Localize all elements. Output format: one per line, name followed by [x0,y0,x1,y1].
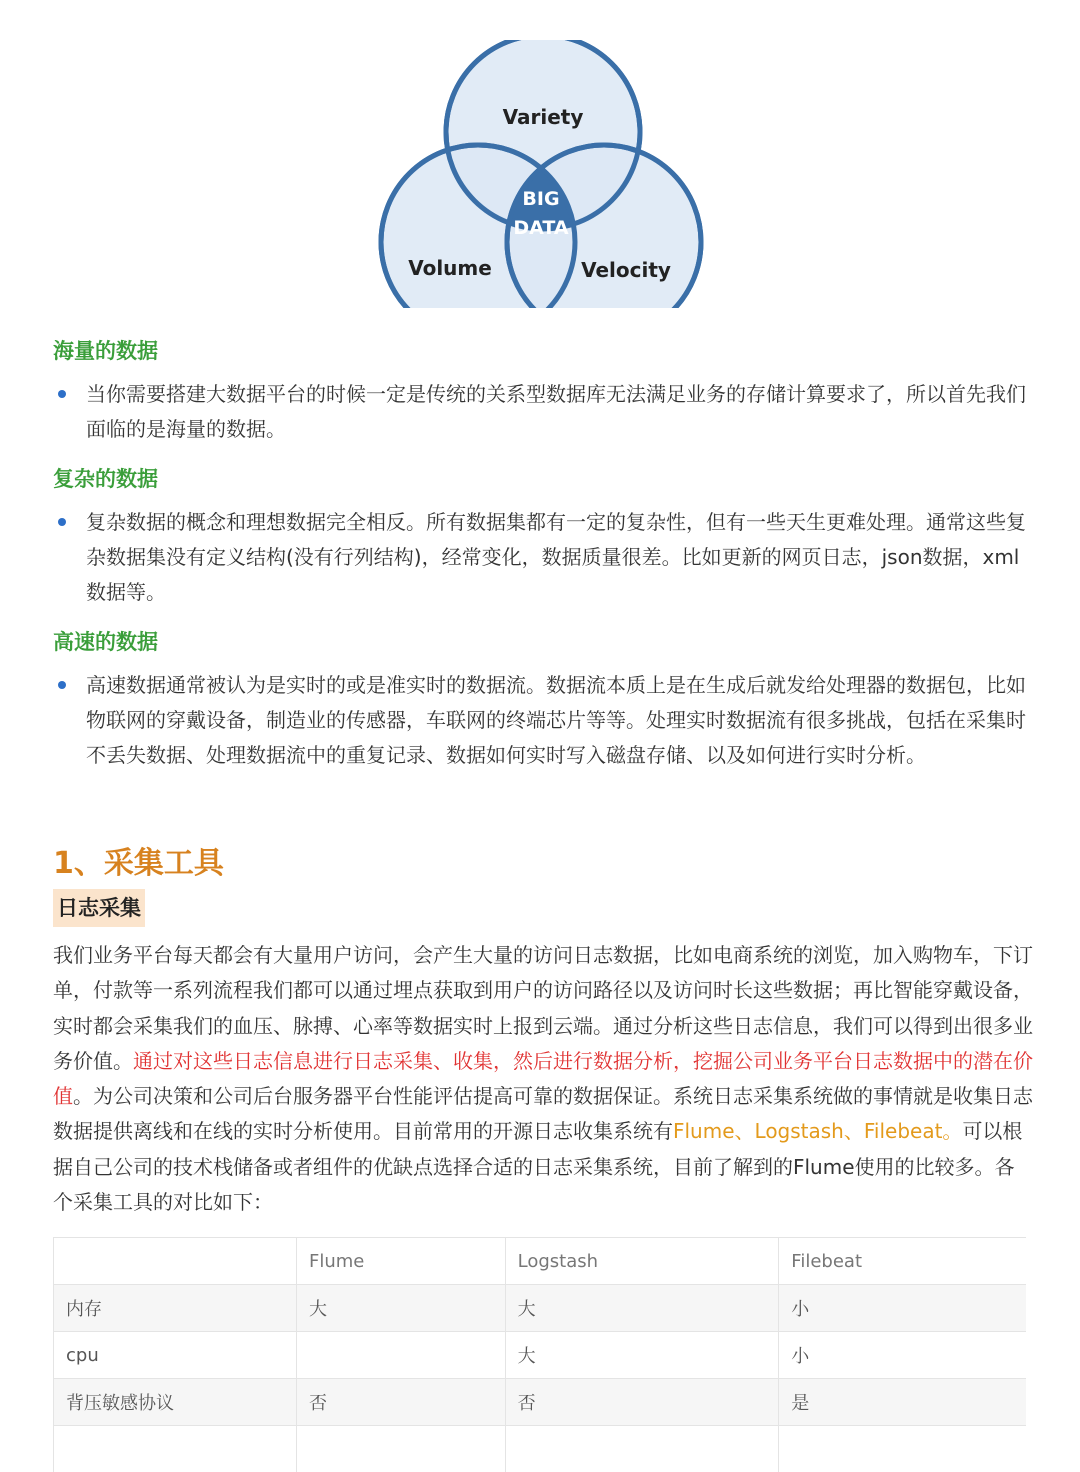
big-data-venn-diagram [370,40,710,308]
table-cell: 小 [779,1332,1026,1379]
table-row [54,1332,1027,1379]
velocity-label: Velocity [581,258,671,282]
list-item [53,505,1028,610]
table-header-cell: Flume [297,1238,506,1285]
bullet-dot-icon [58,390,66,398]
list-item [53,668,1028,773]
table-cell [54,1426,297,1472]
volume-label: Volume [408,256,492,280]
list-item [53,377,1028,447]
section-title-collection-tools: 1、采集工具 [53,838,224,882]
table-cell [297,1332,506,1379]
table-header-cell: Filebeat [779,1238,1026,1285]
para-highlight-red: 通过对这些日志信息进行日志采集、收集，然后进行数据分析，挖掘公司业务平台日志数据中的潜在价值 [53,1049,1033,1108]
comparison-table [53,1237,1026,1472]
table-cell [297,1426,506,1472]
bullet-text: 当你需要搭建大数据平台的时候一定是传统的关系型数据库无法满足业务的存储计算要求了，所以首先我们面临的是海量的数据。 [86,382,1026,441]
big-label: BIG [522,188,559,210]
variety-label: Variety [503,105,584,129]
table-cell: 否 [297,1379,506,1426]
table-cell: 背压敏感协议 [54,1379,297,1426]
table-cell [505,1426,779,1472]
log-collection-tag: 日志采集 [53,889,145,927]
table-cell: cpu [54,1332,297,1379]
para-text: 。为公司决策和公司后台服务器平台性能评估提高可靠的数据保证。系统日志采集系统做的事情就是收集日志数据提供离线和在线的实时分析使用。目前常用的开源日志收集系统有 [53,1084,1033,1143]
table-cell: 小 [779,1285,1026,1332]
para-highlight-orange: Flume、Logstash、Filebeat。 [673,1119,962,1143]
heading-velocity-data: 高速的数据 [53,626,158,656]
log-collection-paragraph [53,938,1033,1220]
bullet-dot-icon [58,681,66,689]
heading-complex-data: 复杂的数据 [53,463,158,493]
table-header-cell: Logstash [505,1238,779,1285]
table-row [54,1285,1027,1332]
bullet-text: 复杂数据的概念和理想数据完全相反。所有数据集都有一定的复杂性，但有一些天生更难处理。通常这些复杂数据集没有定义结构(没有行列结构)，经常变化，数据质量很差。比如更新的网页日志，json数据，xml数据等。 [86,510,1026,604]
table-cell: 大 [505,1285,779,1332]
bullet-dot-icon [58,518,66,526]
table-row [54,1379,1027,1426]
table-cell: 大 [297,1285,506,1332]
data-label: DATA [513,217,568,239]
heading-volume-data: 海量的数据 [53,335,158,365]
table-row [54,1426,1027,1472]
table-header-cell [54,1238,297,1285]
table-cell [779,1426,1026,1472]
table-cell: 大 [505,1332,779,1379]
bullet-text: 高速数据通常被认为是实时的或是准实时的数据流。数据流本质上是在生成后就发给处理器的数据包，比如物联网的穿戴设备，制造业的传感器，车联网的终端芯片等等。处理实时数据流有很多挑战，包括在采集时不丢失数据、处理数据流中的重复记录、数据如何实时写入磁盘存储、以及如何进行实时分析。 [86,673,1026,767]
table-cell: 是 [779,1379,1026,1426]
table-cell: 内存 [54,1285,297,1332]
table-cell: 否 [505,1379,779,1426]
para-text: 我们业务平台每天都会有大量用户访问，会产生大量的访问日志数据，比如电商系统的浏览，加入购物车，下订单，付款等一系列流程我们都可以通过埋点获取到用户的访问路径以及访问时长这些数据；再比智能穿戴设备，实时都会采集我们的血压、脉搏、心率等数据实时上报到云端。通过分析这些日志信息，我们可以得到出很多业务价值。 [53,943,1033,1073]
para-text: 可以根据自己公司的技术栈储备或者组件的优缺点选择合适的日志采集系统，目前了解到的Flume使用的比较多。各个采集工具的对比如下： [53,1119,1022,1214]
table-header-row [54,1238,1027,1285]
